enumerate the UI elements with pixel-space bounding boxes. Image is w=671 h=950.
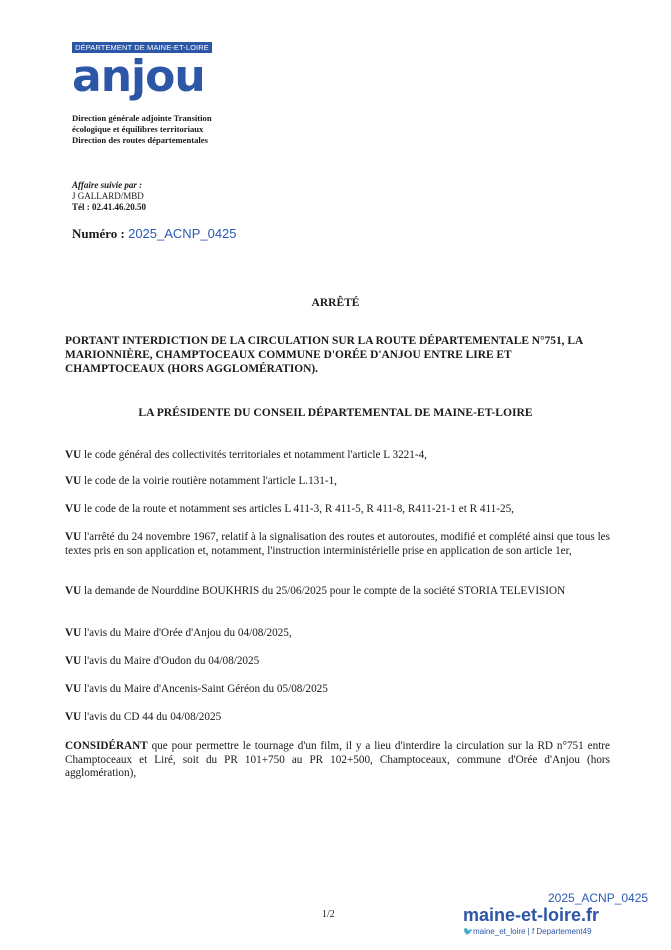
visa-lead: VU bbox=[65, 531, 82, 543]
visa-lead: VU bbox=[65, 503, 82, 515]
numero-label: Numéro : bbox=[72, 226, 125, 241]
dept-banner: DÉPARTEMENT DE MAINE-ET-LOIRE bbox=[72, 42, 212, 53]
affaire-block bbox=[72, 180, 146, 213]
anjou-logo: anjou bbox=[72, 51, 205, 102]
visa-text: le code de la voirie routière notamment l'article L.131-1, bbox=[81, 475, 337, 487]
considerant-text: que pour permettre le tournage d'un film, il y a lieu d'interdire la circulation sur la RD n°751 entre Champtoceaux et Liré, soit du PR 101+750 au PR 102+500, Champtoceaux, commune d'Orée d'Anjou (hors agglomération), bbox=[65, 740, 610, 779]
visa-item bbox=[65, 531, 610, 558]
visa-lead: VU bbox=[65, 683, 82, 695]
visa-item bbox=[65, 711, 610, 725]
affaire-name: J GALLARD/MBD bbox=[72, 191, 144, 201]
visa-item bbox=[65, 475, 610, 489]
visa-item bbox=[65, 627, 610, 641]
direction-block bbox=[72, 113, 212, 146]
direction-line: Direction générale adjointe Transition bbox=[72, 113, 212, 123]
visa-text: l'avis du CD 44 du 04/08/2025 bbox=[81, 711, 222, 723]
page-number: 1/2 bbox=[322, 909, 335, 920]
visa-item bbox=[65, 449, 610, 463]
visa-item bbox=[65, 655, 610, 669]
affaire-tel: Tél : 02.41.46.20.50 bbox=[72, 202, 146, 212]
visa-item bbox=[65, 585, 610, 599]
numero-value: 2025_ACNP_0425 bbox=[128, 226, 237, 241]
visa-lead: VU bbox=[65, 655, 82, 667]
visa-item bbox=[65, 503, 610, 517]
affaire-label: Affaire suivie par : bbox=[72, 180, 143, 190]
footer-reference: 2025_ACNP_0425 bbox=[548, 891, 649, 905]
visa-lead: VU bbox=[65, 627, 82, 639]
numero bbox=[72, 226, 237, 242]
visa-lead: VU bbox=[65, 449, 82, 461]
visa-lead: VU bbox=[65, 711, 82, 723]
direction-line: écologique et équilibres territoriaux bbox=[72, 124, 204, 134]
visa-lead: VU bbox=[65, 585, 82, 597]
presidente-heading: LA PRÉSIDENTE DU CONSEIL DÉPARTEMENTAL DE MAINE-ET-LOIRE bbox=[138, 406, 533, 419]
visa-text: la demande de Nourddine BOUKHRIS du 25/06/2025 pour le compte de la société STORIA TELEVISION bbox=[81, 585, 566, 597]
visa-text: l'arrêté du 24 novembre 1967, relatif à la signalisation des routes et autoroutes, modifié et complété ainsi que tous les textes pris en son application et, notamment, l'instruction interministérielle prise en application de son article 1er, bbox=[65, 531, 610, 557]
social-handles: 🐦maine_et_loire | f Departement49 bbox=[463, 927, 592, 936]
considerant-item bbox=[65, 740, 610, 781]
visa-text: l'avis du Maire d'Oudon du 04/08/2025 bbox=[81, 655, 260, 667]
considerant-lead: CONSIDÉRANT bbox=[65, 740, 148, 752]
visa-item bbox=[65, 683, 610, 697]
visa-text: le code de la route et notamment ses articles L 411-3, R 411-5, R 411-8, R411-21-1 et R 411-25, bbox=[81, 503, 514, 515]
visa-text: le code général des collectivités territoriales et notamment l'article L 3221-4, bbox=[81, 449, 427, 461]
visa-lead: VU bbox=[65, 475, 82, 487]
visa-text: l'avis du Maire d'Ancenis-Saint Géréon du 05/08/2025 bbox=[81, 683, 328, 695]
portant-heading: PORTANT INTERDICTION DE LA CIRCULATION SUR LA ROUTE DÉPARTEMENTALE N°751, LA MARIONNIÈRE, CHAMPTOCEAUX COMMUNE D'ORÉE D'ANJOU ENTRE LIRE ET CHAMPTOCEAUX (HORS AGGLOMÉRATION). bbox=[65, 335, 583, 375]
direction-line: Direction des routes départementales bbox=[72, 135, 208, 145]
visa-text: l'avis du Maire d'Orée d'Anjou du 04/08/2025, bbox=[81, 627, 292, 639]
website-link[interactable]: maine-et-loire.fr bbox=[463, 905, 600, 925]
document-title: ARRÊTÉ bbox=[311, 297, 360, 309]
